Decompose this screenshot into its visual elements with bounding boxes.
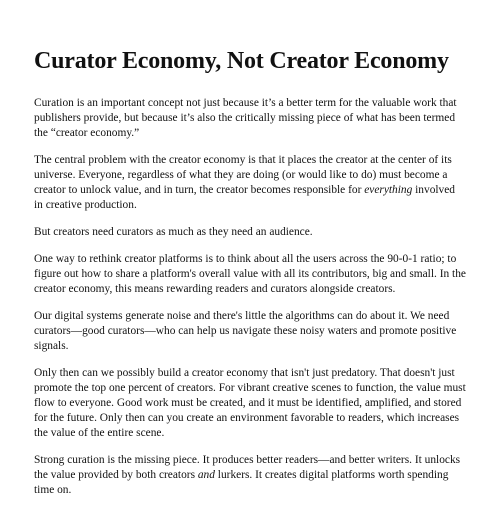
article-paragraph: [34, 96, 466, 141]
article-title: Curator Economy, Not Creator Economy: [34, 48, 449, 74]
paragraph-text: lurkers. It creates digital platforms worth spending time on.: [34, 469, 449, 496]
article-paragraph: [34, 225, 466, 240]
article-paragraph: [34, 366, 466, 441]
emphasis-text: everything: [364, 184, 413, 196]
article-paragraph: [34, 153, 466, 213]
article-paragraph: [34, 252, 466, 297]
paragraph-text: One way to rethink creator platforms is to think about all the users across the 90-0-1 ratio; to figure out how to share a platform's overall value with all its contributors, big and small. In the creator economy, this means rewarding readers and curators alongside creators.: [34, 253, 466, 295]
paragraph-text: involved in creative production.: [34, 184, 456, 211]
paragraph-text: The central problem with the creator economy is that it places the creator at the center of its universe. Everyone, regardless of what they are doing (or would like to do) must become a creator to unlock value, and in turn, the creator becomes responsible for: [34, 154, 452, 196]
article-paragraph: [34, 453, 466, 498]
paragraph-text: But creators need curators as much as they need an audience.: [34, 226, 313, 238]
article-paragraph: [34, 309, 466, 354]
paragraph-text: Strong curation is the missing piece. It produces better readers—and better writers. It unlocks the value provided by both creators: [34, 454, 461, 481]
paragraph-text: Our digital systems generate noise and there's little the algorithms can do about it. We need curators—good curators—who can help us navigate these noisy waters and promote positive signals.: [34, 310, 457, 352]
emphasis-text: and: [197, 469, 215, 481]
paragraph-text: Only then can we possibly build a creator economy that isn't just predatory. That doesn't just promote the top one percent of creators. For vibrant creative scenes to function, the value must flow to everyone. Good work must be created, and it must be identified, amplified, and stored for the future. Only then can you create an environment favorable to readers, which increases the value of the entire scene.: [34, 367, 466, 439]
paragraph-text: Curation is an important concept not just because it’s a better term for the valuable work that publishers provide, but because it’s also the critically missing piece of what has been termed the “creator economy.”: [34, 97, 457, 139]
